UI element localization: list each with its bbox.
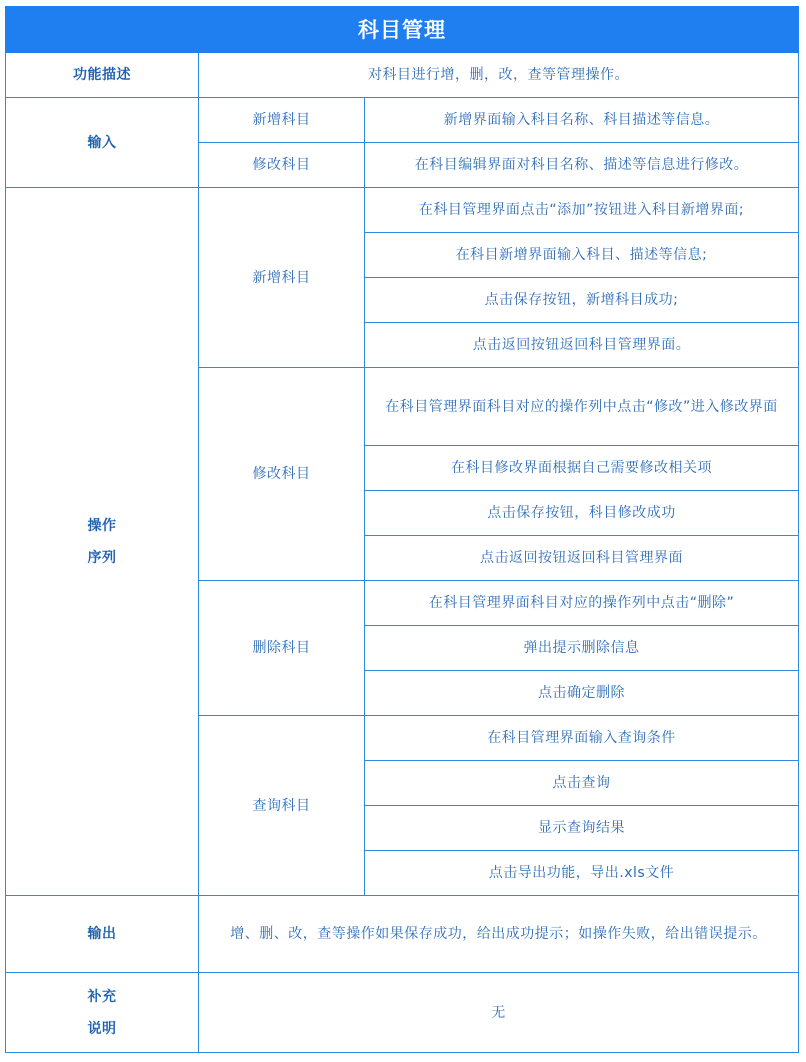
output-row — [6, 896, 799, 973]
operation-step: 点击查询 — [365, 761, 799, 806]
notes-label-line: 补充 — [87, 988, 117, 1005]
operation-step: 显示查询结果 — [365, 806, 799, 851]
operation-step: 弹出提示删除信息 — [365, 626, 799, 671]
operation-step: 在科目管理界面点击“添加”按钮进入科目新增界面; — [365, 188, 799, 233]
notes-row — [6, 973, 799, 1053]
operation-step: 点击导出功能，导出.xls文件 — [365, 851, 799, 896]
operation-sequence-label-line: 序列 — [87, 549, 117, 566]
notes-label — [6, 973, 199, 1053]
operation-step: 点击返回按钮返回科目管理界面 — [365, 536, 799, 581]
title-row — [6, 7, 799, 53]
operation-step: 点击返回按钮返回科目管理界面。 — [365, 323, 799, 368]
operation-step: 点击保存按钮，新增科目成功; — [365, 278, 799, 323]
function-description-row — [6, 53, 799, 98]
input-item-name: 修改科目 — [199, 143, 365, 188]
operation-step: 在科目管理界面科目对应的操作列中点击“修改”进入修改界面 — [365, 368, 799, 446]
operation-group-name: 修改科目 — [199, 368, 365, 581]
operation-step: 点击保存按钮，科目修改成功 — [365, 491, 799, 536]
function-description-label: 功能描述 — [6, 53, 199, 98]
requirements-table — [5, 6, 799, 1053]
input-item-desc: 在科目编辑界面对科目名称、描述等信息进行修改。 — [365, 143, 799, 188]
notes-label-line: 说明 — [87, 1020, 117, 1037]
operation-step: 在科目新增界面输入科目、描述等信息; — [365, 233, 799, 278]
input-label: 输入 — [6, 98, 199, 188]
operation-step: 在科目管理界面科目对应的操作列中点击“删除” — [365, 581, 799, 626]
table-title: 科目管理 — [6, 7, 799, 53]
operation-sequence-label-line: 操作 — [87, 517, 117, 534]
operation-group-name: 新增科目 — [199, 188, 365, 368]
operation-sequence-label — [6, 188, 199, 896]
output-value: 增、删、改，查等操作如果保存成功，给出成功提示；如操作失败，给出错误提示。 — [199, 896, 799, 973]
operation-step-row — [6, 188, 799, 233]
operation-group-name: 删除科目 — [199, 581, 365, 716]
operation-step: 点击确定删除 — [365, 671, 799, 716]
input-item-name: 新增科目 — [199, 98, 365, 143]
operation-group-name: 查询科目 — [199, 716, 365, 896]
function-description-value: 对科目进行增，删，改，查等管理操作。 — [199, 53, 799, 98]
operation-step: 在科目修改界面根据自己需要修改相关项 — [365, 446, 799, 491]
notes-value: 无 — [199, 973, 799, 1053]
output-label: 输出 — [6, 896, 199, 973]
input-row — [6, 98, 799, 143]
operation-step: 在科目管理界面输入查询条件 — [365, 716, 799, 761]
input-item-desc: 新增界面输入科目名称、科目描述等信息。 — [365, 98, 799, 143]
